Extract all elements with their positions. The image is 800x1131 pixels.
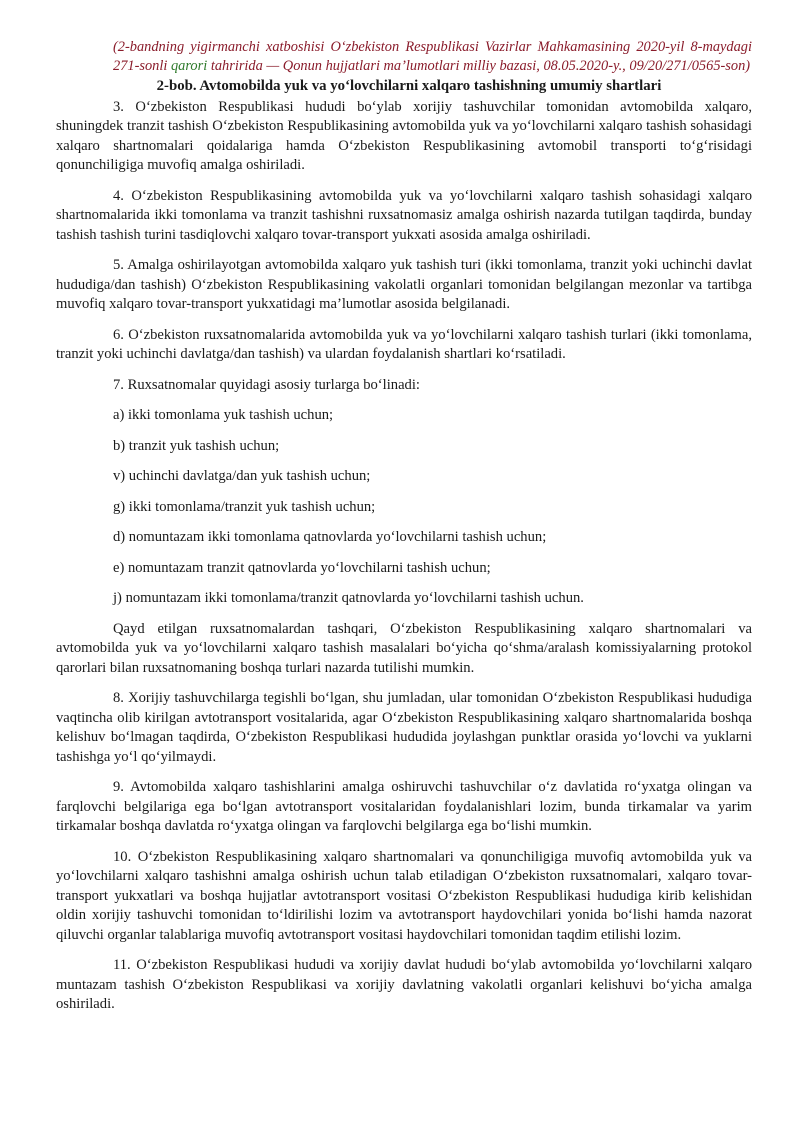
resolution-link[interactable]: qarori	[170, 58, 208, 74]
chapter-heading: 2-bob. Avtomobilda yuk va yo‘lovchilarni xalqaro tashishning umumiy shartlari	[156, 78, 662, 94]
paragraph-10: 10. O‘zbekiston Respublikasining xalqaro shartnomalari va qonunchiligiga muvofiq avtomobilda yuk va yo‘lovchilarni xalqaro tashishni amalga oshirish uchun talab etiladigan O‘zbekiston ruxsatnomalari, xalqaro tovar-transport yukxatlari va boshqa hujjatlar avtotransport vositasi O‘zbekiston Respublikasi hududiga kirib kelishidan oldin xorijiy tashuvchi tomonidan to‘ldirilishi lozim va avtotransport haydovchilari yonida bo‘lishi hamda nazorat qiluvchi organlar talablariga muvofiq avtotransport vositasi haydovchilari tomonidan taqdim etilishi lozim.	[56, 848, 752, 943]
list-item-v: v) uchinchi davlatga/dan yuk tashish uchun;	[113, 468, 371, 484]
paragraph-3: 3. O‘zbekiston Respublikasi hududi bo‘ylab xorijiy tashuvchilar tomonidan avtomobilda xalqaro, shuningdek tranzit tashish O‘zbekiston Respublikasining avtomobilda yuk va yo‘lovchilarni xalqaro tashish sohasidagi xalqaro shartnomalari qoidalariga hamda O‘zbekiston Respublikasining avtomobil transporti to‘g‘risidagi qonunchiligiga muvofiq amalga oshiriladi.	[56, 98, 752, 173]
list-item-d: d) nomuntazam ikki tomonlama qatnovlarda yo‘lovchilarni tashish uchun;	[113, 529, 547, 545]
paragraph-4: 4. O‘zbekiston Respublikasining avtomobilda yuk va yo‘lovchilarni xalqaro tashish sohasidagi xalqaro shartnomalarida ikki tomonlama va tranzit tashishni ruxsatnomasiz amalga oshirish nazarda tutilgan taqdirda, bunday tashish tashish turini tasdiqlovchi xalqaro tovar-transport yukxati asosida amalga oshiriladi.	[56, 187, 752, 243]
list-item-a: a) ikki tomonlama yuk tashish uchun;	[113, 407, 334, 423]
amendment-note	[56, 38, 752, 76]
amendment-note-text-2: tahririda — Qonun hujjatlari ma’lumotlari milliy bazasi, 08.05.2020-y., 09/20/271/0565-son)	[207, 58, 751, 74]
paragraph-9: 9. Avtomobilda xalqaro tashishlarini amalga oshiruvchi tashuvchilar o‘z davlatida ro‘yxatga olingan va farqlovchi belgilariga ega bo‘lgan avtotransport vositalaridan foydalanishlari lozim, bunda tirkamalar va yarim tirkamalar boshqa davlatda ro‘yxatga olingan va farqlovchi belgilarga ega bo‘lishi mumkin.	[56, 779, 752, 834]
paragraph-11: 11. O‘zbekiston Respublikasi hududi va xorijiy davlat hududi bo‘ylab avtomobilda yo‘lovchilarni xalqaro muntazam tashish O‘zbekiston Respublikasi va xorijiy davlatning vakolatli organlari kelishuvi bo‘yicha amalga oshiriladi.	[56, 957, 752, 1012]
paragraph-6: 6. O‘zbekiston ruxsatnomalarida avtomobilda yuk va yo‘lovchilarni xalqaro tashish turlari (ikki tomonlama, tranzit yoki uchinchi davlatga/dan tashish) va ulardan foydalanish shartlari ko‘rsatiladi.	[56, 326, 752, 362]
list-item-j: j) nomuntazam ikki tomonlama/tranzit qatnovlarda yo‘lovchilarni tashish uchun.	[113, 590, 584, 606]
paragraph-7: 7. Ruxsatnomalar quyidagi asosiy turlarga bo‘linadi:	[113, 376, 420, 393]
paragraph-other-permits: Qayd etilgan ruxsatnomalardan tashqari, O‘zbekiston Respublikasining xalqaro shartnomalari va avtomobilda yuk va yo‘lovchilarni xalqaro tashish masalalari bo‘yicha qo‘shma/aralash komissiyalarning protokol qarorlari bilan ruxsatnomaning boshqa turlari nazarda tutilishi mumkin.	[56, 620, 752, 676]
list-item-e: e) nomuntazam tranzit qatnovlarda yo‘lovchilarni tashish uchun;	[113, 559, 491, 576]
paragraph-8: 8. Xorijiy tashuvchilarga tegishli bo‘lgan, shu jumladan, ular tomonidan O‘zbekiston Respublikasi hududiga vaqtincha olib kirilgan avtotransport vositalarida, agar O‘zbekiston Respublikasining xalqaro shartnomalarida boshqa kelishuv bo‘lmagan taqdirda, O‘zbekiston Respublikasi hududida joylashgan punktlar orasida yo‘lovchi va yuklarni tashishga yo‘l qo‘yilmaydi.	[56, 690, 752, 765]
list-item-g: g) ikki tomonlama/tranzit yuk tashish uchun;	[113, 498, 376, 515]
list-item-b: b) tranzit yuk tashish uchun;	[113, 437, 280, 454]
paragraph-5: 5. Amalga oshirilayotgan avtomobilda xalqaro yuk tashish turi (ikki tomonlama, tranzit yoki uchinchi davlat hududiga/dan tashish) O‘zbekiston Respublikasining vakolatli organlari tomonidan belgilangan mezonlar va tartibga muvofiq xalqaro tovar-transport yukxatidagi ma’lumotlar asosida belgilanadi.	[56, 257, 752, 312]
amendment-note-text-1: (2-bandning yigirmanchi xatboshisi O‘zbekiston Respublikasi Vazirlar Mahkamasining 2020-yil 8-maydagi 271-sonli	[113, 39, 752, 74]
